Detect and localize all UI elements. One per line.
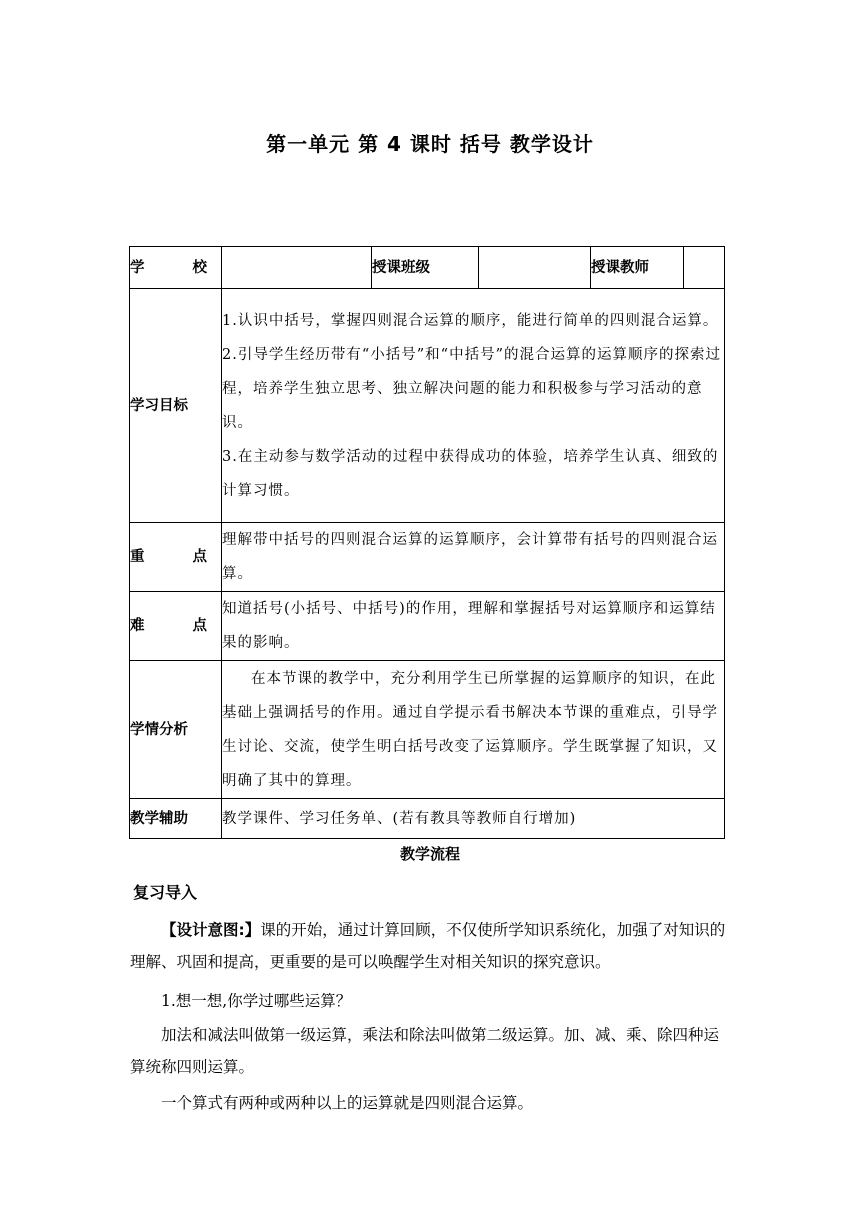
analysis-cell (222, 661, 725, 799)
table-row (130, 799, 725, 839)
analysis-text: 在本节课的教学中，充分利用学生已所掌握的运算顺序的知识，在此基础上强调括号的作用。通过自学提示看书解决本节课的重难点，引导学生讨论、交流，使学生明白括号改变了运算顺序。学生既掌握了知识，又明确了其中的算理。 (222, 670, 718, 789)
teacher-value (684, 247, 725, 289)
table-row (130, 592, 725, 661)
class-value (479, 247, 591, 289)
page-title: 第一单元 第 4 课时 括号 教学设计 (266, 132, 594, 156)
goals-cell (222, 289, 725, 523)
question-1-text: 1.想一想,你学过哪些运算？ (161, 992, 352, 1010)
design-intent (130, 914, 730, 978)
goal-item: 1.认识中括号，掌握四则混合运算的顺序，能进行简单的四则混合运算。 (222, 312, 719, 329)
paragraph-operations-text: 加法和减法叫做第一级运算，乘法和除法叫做第二级运算。加、减、乘、除四种运算统称四则运算。 (130, 1026, 720, 1076)
paragraph-mixed-text: 一个算式有两种或两种以上的运算就是四则混合运算。 (161, 1094, 534, 1112)
table-row (130, 289, 725, 523)
teacher-label: 授课教师 (591, 247, 684, 289)
difficult-text: 知道括号(小括号、中括号)的作用，理解和掌握括号对运算顺序和运算结果的影响。 (222, 592, 725, 661)
paragraph-operations (130, 1019, 730, 1083)
key-text: 理解带中括号的四则混合运算的运算顺序，会计算带有括号的四则混合运算。 (222, 523, 725, 592)
table-row (130, 247, 725, 289)
school-value (222, 247, 372, 289)
analysis-label: 学情分析 (130, 661, 222, 799)
key-label: 重 点 (130, 523, 222, 592)
class-label: 授课班级 (372, 247, 479, 289)
paragraph-mixed (130, 1087, 730, 1119)
table-row (130, 523, 725, 592)
goals-label: 学习目标 (130, 289, 222, 523)
flow-title: 教学流程 (399, 845, 460, 863)
goal-item: 3.在主动参与数学活动的过程中获得成功的体验，培养学生认真、细致的计算习惯。 (222, 448, 719, 499)
design-intent-paragraph (130, 914, 730, 978)
lesson-info-table (129, 246, 725, 839)
difficult-label: 难 点 (130, 592, 222, 661)
aids-text: 教学课件、学习任务单、(若有教具等教师自行增加) (222, 799, 725, 839)
section-heading: 复习导入 (133, 883, 198, 902)
design-intent-text: 课的开始，通过计算回顾，不仅使所学知识系统化，加强了对知识的理解、巩固和提高，更重要的是可以唤醒学生对相关知识的探究意识。 (130, 921, 726, 971)
question-1 (130, 985, 730, 1017)
goal-item: 2.引导学生经历带有“小括号”和“中括号”的混合运算的运算顺序的探索过程，培养学生独立思考、独立解决问题的能力和积极参与学习活动的意识。 (222, 346, 721, 431)
design-intent-label: 【设计意图:】 (161, 921, 261, 939)
school-label: 学 校 (130, 247, 222, 289)
table-row (130, 661, 725, 799)
aids-label: 教学辅助 (130, 799, 222, 839)
